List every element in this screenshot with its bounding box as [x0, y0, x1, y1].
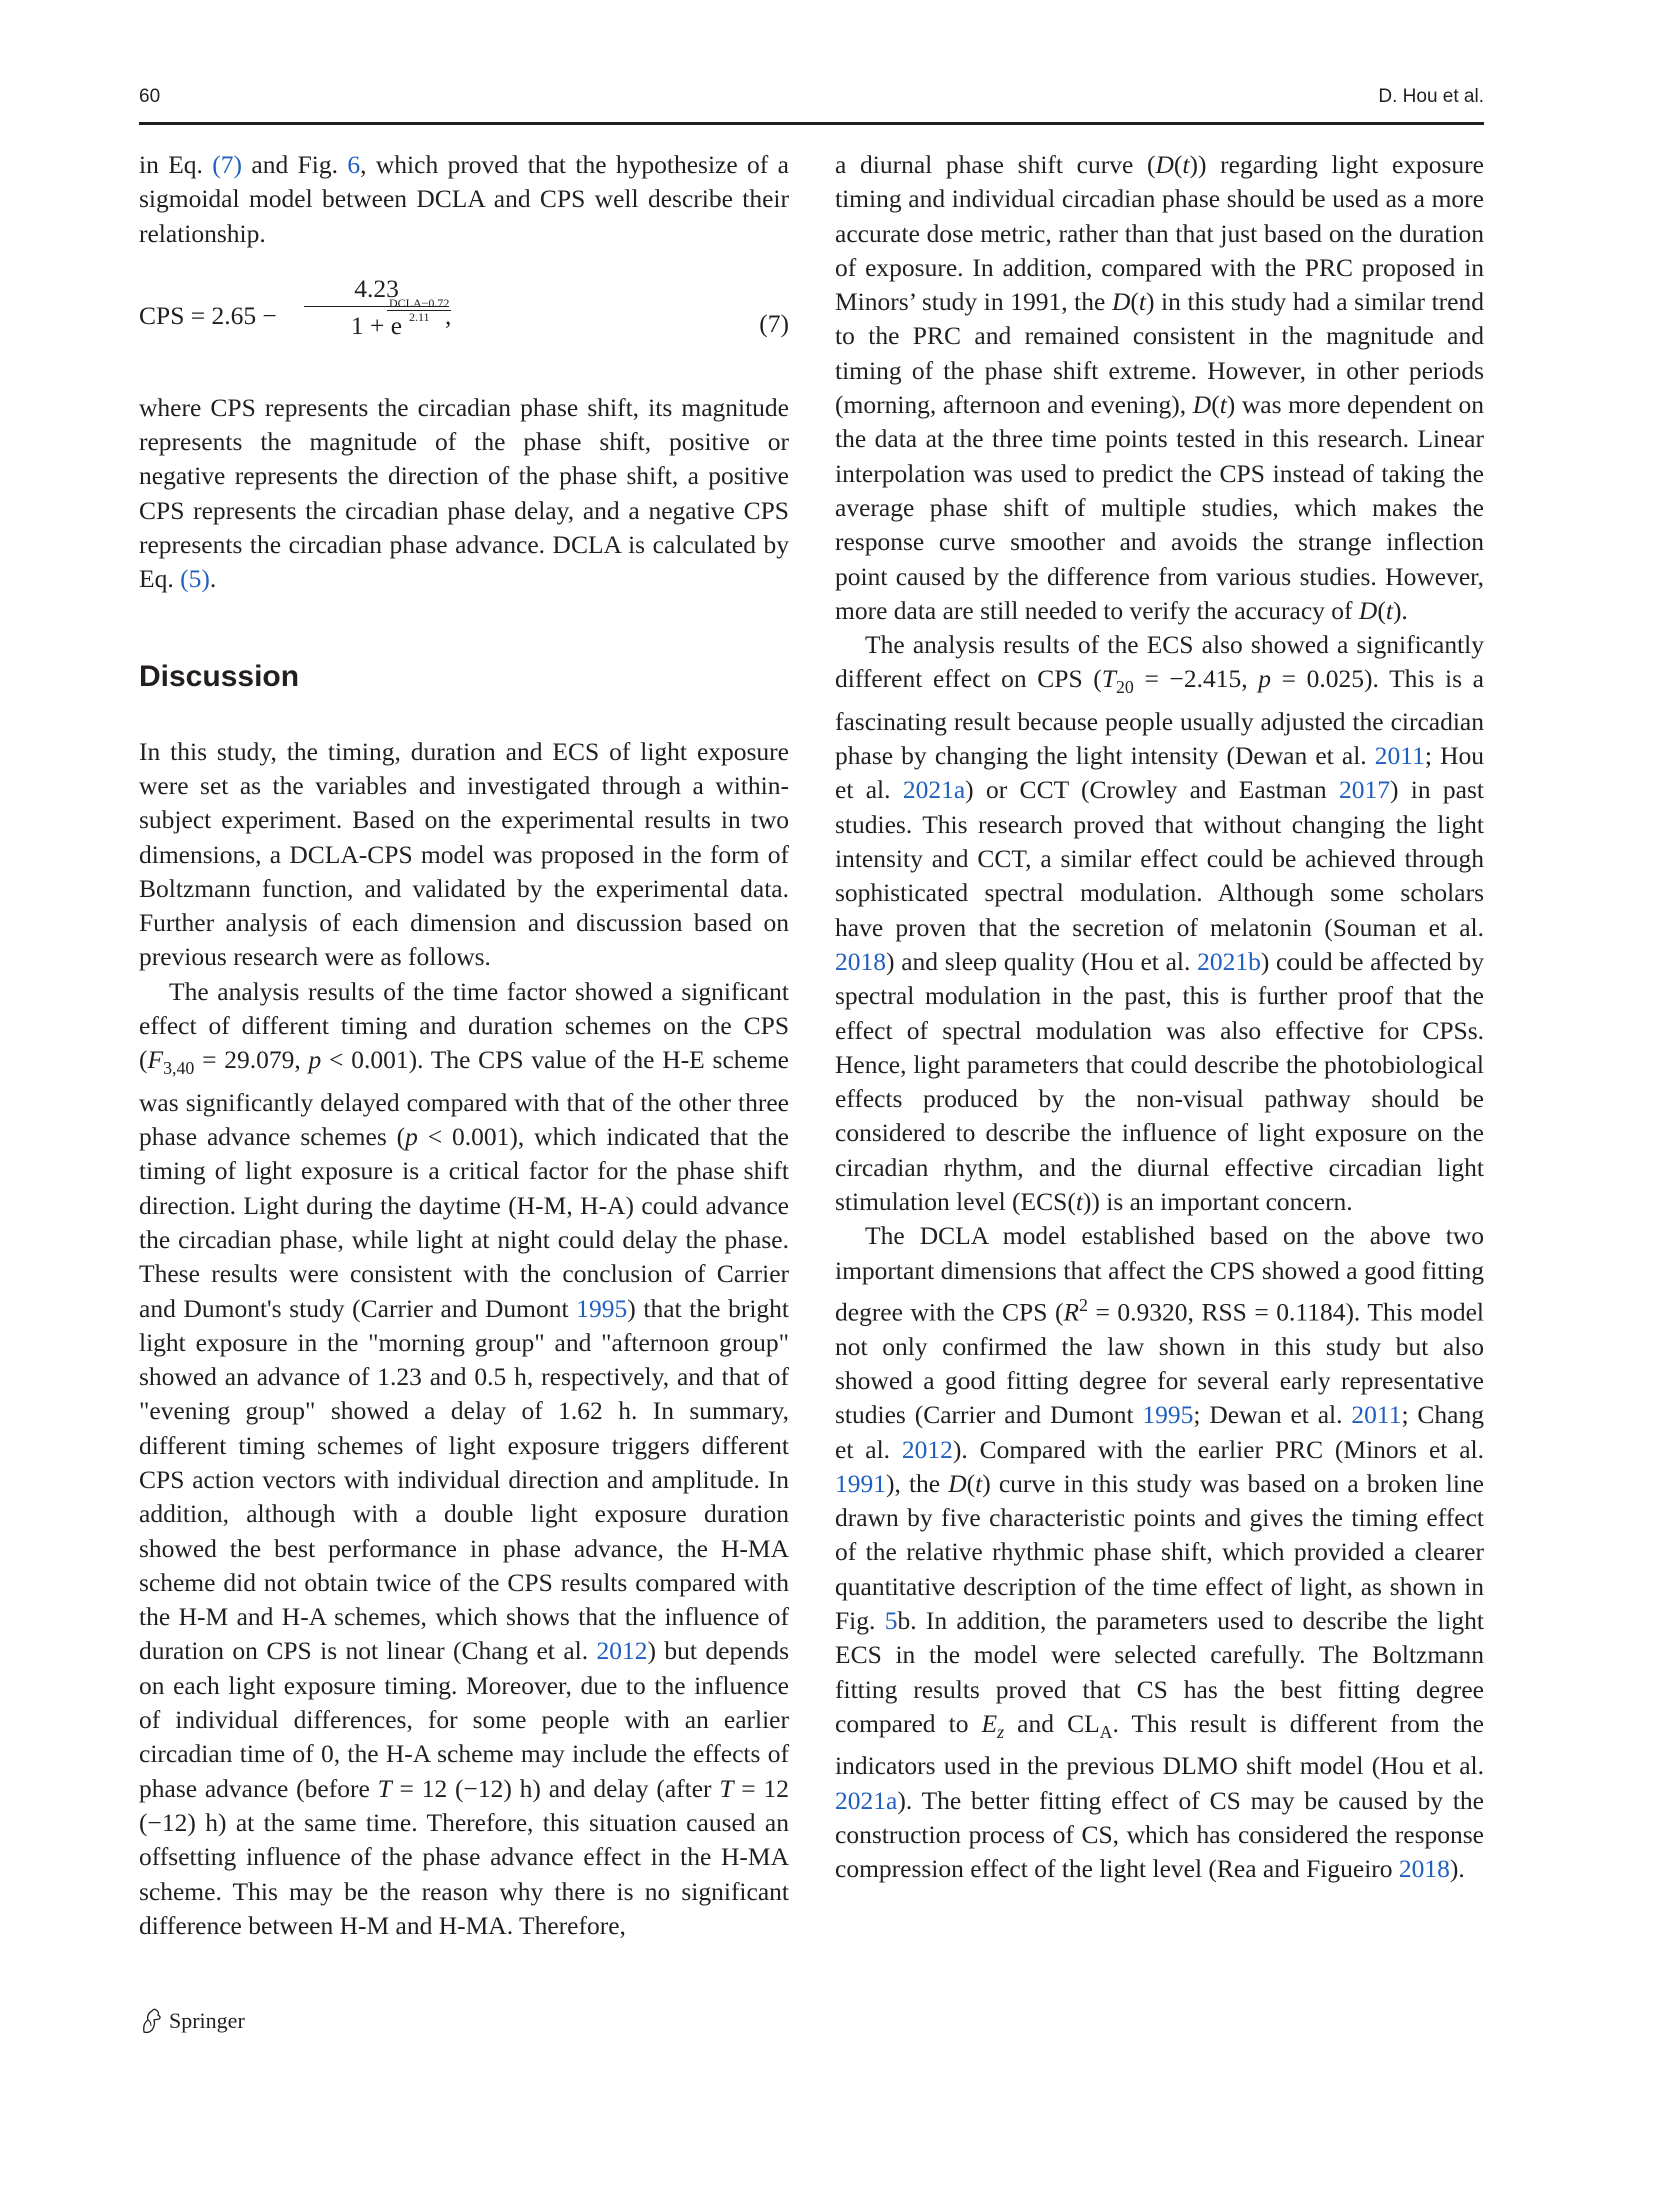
subscript: z — [997, 1722, 1005, 1743]
citation-link[interactable]: 1991 — [835, 1468, 886, 1498]
math-symbol: T — [1101, 664, 1116, 694]
text-run: ; Hou et al. — [835, 741, 1484, 805]
text-run: ) or CCT (Crowley and Eastman — [965, 775, 1339, 805]
text-run: < 0.001), which indicated that the timing of light exposure is a critical factor for the phase shift direction. Light during the daytime (H-M, H-A) could advance the circadian phase, while light at night could delay the phase. These results were consistent with the conclusion of Carrier and Dumont's study (Carrier and Dumont — [139, 1122, 789, 1323]
discussion-paragraph-5 — [835, 1219, 1484, 1886]
where-paragraph — [139, 391, 789, 597]
math-symbol: D — [1192, 390, 1212, 420]
citation-link[interactable]: 2021a — [835, 1785, 898, 1815]
math-symbol: R — [1063, 1297, 1080, 1327]
text-run: ( — [1211, 390, 1220, 420]
text-run: = 0.9320, RSS = 0.1184). This model not only confirmed the law shown in this study but also showed a good fitting degree for several early representative studies (Carrier and Dumont — [835, 1297, 1484, 1430]
text-run: b. In addition, the parameters used to describe the light ECS in the model were selected carefully. The Boltzmann fitting results proved that CS has the best fitting degree compared to — [835, 1606, 1484, 1738]
text-run: , which proved that the hypothesize of a sigmoidal model between DCLA and CPS well describe their relationship. — [139, 150, 789, 248]
text-run: = −2.415, — [1133, 664, 1259, 694]
springer-horse-icon — [139, 2008, 163, 2034]
math-symbol: D — [948, 1468, 967, 1498]
math-symbol: t — [1075, 1187, 1083, 1216]
equation-7 — [139, 269, 789, 377]
math-symbol: T — [719, 1773, 734, 1803]
math-symbol: D — [1111, 287, 1131, 317]
superscript: 2 — [1079, 1294, 1088, 1315]
text-run: ), the — [886, 1468, 949, 1498]
text-run: = 29.079, — [194, 1045, 309, 1075]
citation-link[interactable]: 1995 — [1142, 1400, 1194, 1430]
math-symbol: D — [1155, 150, 1174, 179]
text-run: ) could be affected by spectral modulation in the past, this is further proof that the effect of spectral modulation was also effective for CPSs. Hence, light parameters that could describe the photobiological effects produced by the non-visual pathway should be considered to describe the influence of light exposure on the circadian rhythm, and the diurnal effective circadian light stimulation level (ECS( — [835, 946, 1485, 1216]
citation-link[interactable]: 6 — [347, 150, 361, 179]
citation-link[interactable]: (7) — [212, 150, 243, 179]
text-run: in Eq. — [139, 150, 213, 179]
text-run: ). — [1392, 595, 1408, 625]
math-symbol: t — [1219, 390, 1227, 420]
text-run: where CPS represents the circadian phase shift, its magnitude represents the magnitude of the phase shift, positive or negative represents the direction of the phase shift, a positive CPS represents the circadian phase delay, and a negative CPS represents the circadian phase advance. DCLA is calculated by Eq. — [139, 392, 789, 594]
page-header — [139, 86, 1484, 125]
text-run: ). The better fitting effect of CS may be caused by the construction process of CS, which has considered the response compression effect of the light level (Rea and Figueiro — [835, 1785, 1484, 1884]
text-run: . — [209, 564, 217, 594]
text-run: ). Compared with the earlier PRC (Minors et al. — [952, 1434, 1484, 1464]
publisher-name: Springer — [169, 2008, 245, 2033]
math-symbol: t — [1385, 595, 1393, 625]
text-run: ( — [1173, 150, 1183, 179]
equation-number: (7) — [759, 308, 789, 338]
text-run: a diurnal phase shift curve ( — [835, 150, 1156, 179]
text-run: ) in this study had a similar trend to the PRC and remained consistent in the magnitude and timing of the phase shift extreme. However, in other periods (morning, afternoon and evening), — [835, 287, 1484, 420]
math-symbol: D — [1358, 595, 1378, 625]
citation-link[interactable]: 2011 — [1351, 1400, 1402, 1430]
text-run: = 12 (−12) h) and delay (after — [391, 1773, 720, 1803]
subscript: A — [1099, 1722, 1113, 1743]
equation-lhs: CPS = 2.65 − — [139, 300, 277, 330]
text-run: ; Dewan et al. — [1193, 1400, 1352, 1430]
citation-link[interactable]: 2018 — [1398, 1854, 1450, 1884]
text-run: The DCLA model established based on the above two important dimensions that affect the CPS showed a good fitting degree with the CPS ( — [835, 1221, 1484, 1327]
text-run: In this study, the timing, duration and ECS of light exposure were set as the variables and investigated through a within-subject experiment. Based on the experimental results in two dimensions, a DCLA-CPS model was proposed in the form of Boltzmann function, and validated by the experimental data. Further analysis of each dimension and discussion based on previous research were as follows. — [139, 736, 789, 972]
text-run: ) curve in this study was based on a broken line drawn by five characteristic points and gives the timing effect of the relative rhythmic phase shift, which provided a clearer quantitative description of the time effect of light, as shown in Fig. — [835, 1468, 1484, 1636]
running-author: D. Hou et al. — [1378, 86, 1484, 107]
text-run: = 0.025). This is a fascinating result because people usually adjusted the circadian phase by changing the light intensity (Dewan et al. — [835, 664, 1485, 771]
text-run: The analysis results of the ECS also showed a significantly different effect on CPS ( — [835, 630, 1484, 694]
page-footer — [139, 2008, 245, 2034]
text-run: ). — [1449, 1854, 1465, 1884]
text-run: ( — [966, 1468, 976, 1498]
text-run: ; Chang et al. — [835, 1400, 1484, 1464]
math-symbol: T — [377, 1773, 392, 1803]
text-run: ) that the bright light exposure in the "morning group" and "afternoon group" showed an advance of 1.23 and 0.5 h, respectively, and that of "evening group" showed a delay of 1.62 h. In summary, different timing schemes of light exposure triggers different CPS action vectors with individual direction and amplitude. In addition, although with a double light exposure duration showed the best performance in phase advance, the H-MA scheme did not obtain twice of the CPS results compared with the H-M and H-A schemes, which shows that the influence of duration on CPS is not linear (Chang et al. — [139, 1293, 790, 1666]
text-run: ) was more dependent on the data at the three time points tested in this research. Linear interpolation was used to predict the CPS instead of taking the average phase shift of multiple studies, which makes the response curve smoother and avoids the strange inflection point caused by the difference from various studies. However, more data are still needed to verify the accuracy of — [835, 390, 1484, 625]
equation-exponent — [387, 297, 451, 324]
subscript: 20 — [1115, 677, 1134, 698]
citation-link[interactable]: 2021b — [1197, 946, 1261, 976]
text-run: and Fig. — [242, 150, 348, 179]
math-symbol: p — [1258, 664, 1271, 694]
right-column — [835, 148, 1484, 1887]
citation-link[interactable]: 2018 — [835, 946, 886, 976]
equation-trailing: , — [445, 300, 452, 330]
left-column — [139, 148, 789, 1943]
text-run: )) is an important concern. — [1082, 1187, 1353, 1216]
math-symbol: F — [147, 1045, 164, 1075]
math-symbol: t — [975, 1468, 983, 1498]
equation-denominator-base: 1 + e — [350, 310, 403, 340]
discussion-heading: Discussion — [139, 659, 300, 693]
equation-fraction — [304, 273, 452, 343]
text-run: ) but depends on each light exposure timing. Moreover, due to the influence of individual differences, for some people with an earlier circadian time of 0, the H-A scheme may include the effects of phase advance (before — [139, 1636, 789, 1803]
citation-link[interactable]: 2012 — [901, 1434, 953, 1464]
equation-numerator: 4.23 — [304, 274, 449, 307]
discussion-paragraph-1 — [139, 735, 789, 975]
text-run: and CL — [1004, 1708, 1100, 1738]
text-run: The analysis results of the time factor showed a significant effect of different timing and duration schemes on the CPS ( — [139, 976, 789, 1075]
text-run: )) regarding light exposure timing and individual circadian phase should be used as a more accurate dose metric, rather than that just based on the duration of exposure. In addition, compared with the PRC proposed in Minors’ study in 1991, the — [835, 150, 1484, 317]
citation-link[interactable]: 2011 — [1374, 741, 1425, 771]
citation-link[interactable]: (5) — [180, 564, 210, 594]
math-symbol: t — [1182, 150, 1190, 179]
citation-link[interactable]: 2017 — [1338, 775, 1390, 805]
discussion-paragraph-4 — [835, 628, 1484, 1219]
page-number: 60 — [139, 86, 161, 107]
math-symbol: p — [308, 1045, 322, 1075]
math-symbol: E — [981, 1708, 998, 1738]
citation-link[interactable]: 2021a — [902, 775, 966, 805]
text-run: ) and sleep quality (Hou et al. — [886, 946, 1198, 976]
equation-exponent-numerator: DCLA−0.72 — [389, 295, 450, 310]
discussion-paragraph-3 — [835, 148, 1484, 628]
text-run: ( — [1377, 595, 1386, 625]
text-run: = 12 (−12) h) at the same time. Therefore, this situation caused an offsetting influence of the phase advance effect in the H-MA scheme. This may be the reason why there is no significant difference between H-M and H-MA. Therefore, — [139, 1773, 789, 1940]
text-run: ( — [1130, 287, 1139, 317]
equation-denominator — [304, 295, 450, 343]
discussion-paragraph-2 — [139, 975, 789, 1943]
equation-exponent-denominator: 2.11 — [408, 309, 430, 324]
citation-link[interactable]: 1995 — [576, 1293, 628, 1323]
citation-link[interactable]: 5 — [884, 1606, 898, 1636]
text-run: < 0.001). The CPS value of the H-E scheme was significantly delayed compared with that of the other three phase advance schemes ( — [139, 1045, 789, 1152]
text-run: . This result is different from the indicators used in the previous DLMO shift model (Hou et al. — [835, 1708, 1485, 1781]
intro-paragraph — [139, 148, 789, 251]
text-run: ) in past studies. This research proved that without changing the light intensity and CCT, a similar effect could be achieved through sophisticated spectral modulation. Although some scholars have proven that the secretion of melatonin (Souman et al. — [835, 775, 1484, 942]
math-symbol: p — [405, 1122, 418, 1152]
citation-link[interactable]: 2012 — [596, 1636, 648, 1666]
math-symbol: t — [1138, 287, 1146, 317]
subscript: 3,40 — [163, 1058, 195, 1079]
